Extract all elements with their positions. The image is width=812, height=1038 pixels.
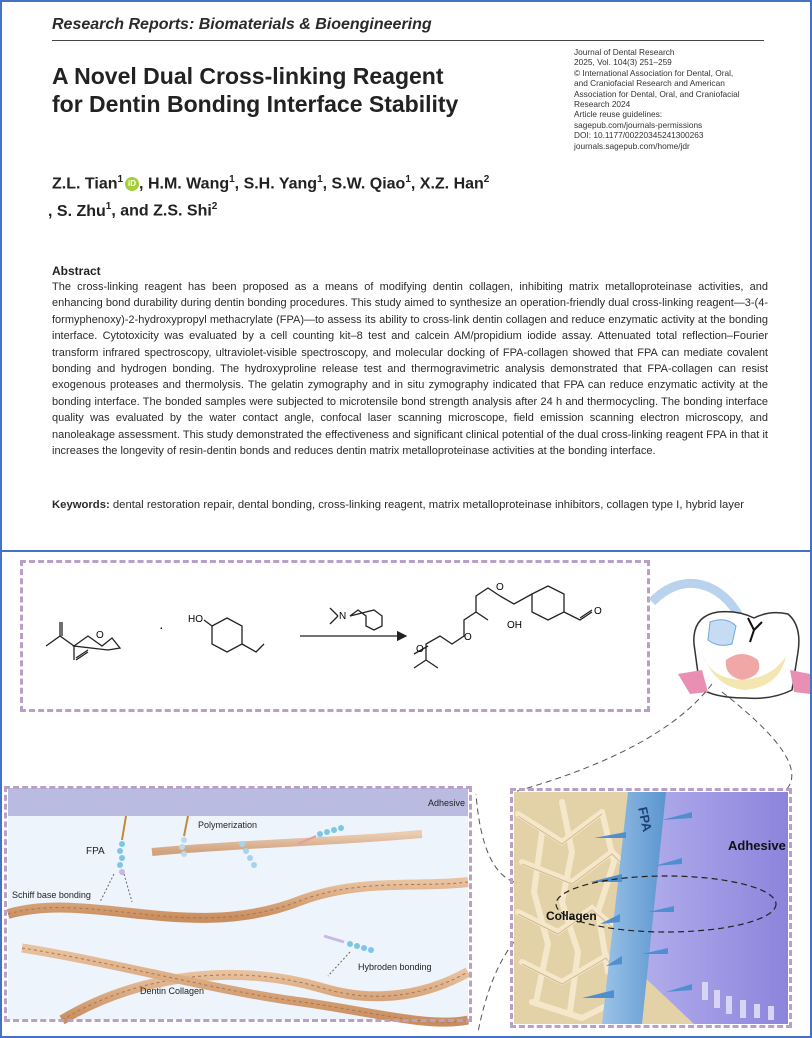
atom-label-O: O (594, 606, 602, 617)
fpa-structure (414, 586, 592, 668)
dentin-collagen-label: Dentin Collagen (140, 986, 205, 996)
schiff-base-label: Schiff base bonding (12, 890, 91, 900)
title-line-1: A Novel Dual Cross-linking Reagent (52, 63, 444, 89)
keywords-text: dental restoration repair, dental bonding, cross-linking reagent, matrix metalloproteinase inhibitors, collagen type I, hybrid layer (109, 499, 744, 511)
fpa-layer-label: FPA (635, 805, 655, 834)
polymerization-label: Polymerization (198, 820, 258, 830)
atom-label-O: O (416, 644, 424, 655)
zoom-connector-line (476, 794, 514, 882)
affiliation-sup: 1 (317, 174, 323, 185)
left-detail-box (4, 786, 472, 1022)
right-detail-box (510, 788, 792, 1028)
atom-label-HO: HO (188, 614, 203, 625)
journal-homepage[interactable]: journals.sagepub.com/home/jdr (574, 140, 690, 151)
author-list (48, 168, 592, 223)
author-name: , S.H. Yang (234, 175, 318, 193)
journal-volume: 2025, Vol. 104(3) 251–259 (574, 57, 672, 68)
glycidyl-methacrylate-structure (46, 622, 120, 660)
journal-name: Journal of Dental Research (574, 47, 675, 57)
tooth-icon (678, 612, 810, 699)
abstract-text: The cross-linking reagent has been proposed as a means of modifying dentin collagen, inhibiting matrix metalloproteinase activities, and enhancing bond durability during dentin bonding procedures. This study aimed to synthesize an operation-friendly dual cross-linking reagent—3-(4-formyphenoxy)-2-hydroxypropyl methacrylate (FPA)—to assess its ability to cross-link dentin collagen and reduce enzymatic activity at the bonding interface. Cytotoxicity was evaluated by a cell counting kit–8 test and calcein AM/propidium iodide assay. Attenuated total reflection–Fourier transform infrared spectroscopy, ultraviolet-visible spectroscopy, and molecular docking of FPA-collagen showed that FPA can mediate covalent bonding and hydrogen bonding. The hydroxyproline release test and thermogravimetric analysis demonstrated that FPA-collagen can resist exogenous proteases and thermolysis. The gelatin zymography and in situ zymography indicated that FPA can reduce enzymatic activity at the bonding interface. The bonded samples were subjected to microtensile bond strength analysis after 24 h and thermocycling. The bonding interface quality was evaluated by the water contact angle, confocal laser scanning microscope, field emission scanning electron microscopy, and nanoleakage assessment. This study demonstrated the effectiveness and significant clinical potential of the dual cross-linking reagent FPA in that it increases the longevity of resin-dentin bonds and reduces dentin matrix metalloproteinase activities at the bonding interface. (52, 281, 768, 458)
collagen-label: Collagen (546, 909, 597, 923)
affiliation-sup: 1 (405, 174, 411, 185)
keywords-label: Keywords: (52, 499, 110, 511)
doi[interactable]: DOI: 10.1177/00220345241300263 (574, 130, 704, 141)
atom-label-O: O (464, 632, 472, 643)
author-name: Z.L. Tian (52, 175, 118, 193)
affiliation-sup: 1 (117, 174, 124, 185)
adhesive-label: Adhesive (428, 798, 466, 808)
catalyst-structure (330, 608, 382, 630)
section-label: Research Reports: Biomaterials & Bioengineering (52, 16, 432, 33)
zoom-connector-line (722, 692, 792, 790)
affiliation-sup: 2 (483, 174, 490, 185)
plus-sign: · (159, 619, 164, 635)
atom-label-O: O (96, 630, 104, 641)
zoom-connector-line (514, 684, 712, 792)
orcid-icon[interactable]: iD (125, 177, 139, 191)
reuse-link[interactable]: sagepub.com/journals-permissions (574, 119, 703, 130)
adhesive-layer-label: Adhesive (728, 838, 786, 853)
affiliation-sup: 1 (229, 174, 235, 185)
author-name: , and Z.S. Shi (111, 202, 212, 220)
hydroxybenzaldehyde-structure (204, 618, 264, 652)
graphical-abstract-panel (0, 552, 812, 1038)
journal-info (574, 47, 774, 151)
copyright-line-2: and Craniofacial Research and American (574, 78, 725, 89)
fpa-label: FPA (86, 846, 105, 857)
paper-title (52, 62, 572, 118)
reuse-label: Article reuse guidelines: (574, 109, 663, 120)
author-name: , S. Zhu (48, 202, 106, 220)
abstract-heading: Abstract (52, 264, 101, 278)
author-name: , S.W. Qiao (322, 175, 406, 193)
copyright-line-1: © International Association for Dental, Oral, (574, 67, 734, 78)
title-line-2: for Dentin Bonding Interface Stability (52, 91, 459, 117)
hydrogen-bonding-label: Hybroden bonding (358, 962, 432, 972)
copyright-line-4: Research 2024 (574, 99, 631, 110)
author-name: , X.Z. Han (410, 175, 484, 193)
zoom-connector-line (478, 942, 514, 1032)
atom-label-O: O (496, 582, 504, 593)
atom-label-OH: OH (507, 620, 522, 631)
author-name: , H.M. Wang (139, 175, 230, 193)
affiliation-sup: 2 (211, 201, 218, 213)
copyright-line-3: Association for Dental, Oral, and Craniofacial (574, 88, 740, 99)
affiliation-sup: 1 (105, 201, 112, 213)
keywords (52, 497, 768, 513)
section-rule (52, 40, 764, 41)
atom-label-N: N (339, 611, 347, 622)
